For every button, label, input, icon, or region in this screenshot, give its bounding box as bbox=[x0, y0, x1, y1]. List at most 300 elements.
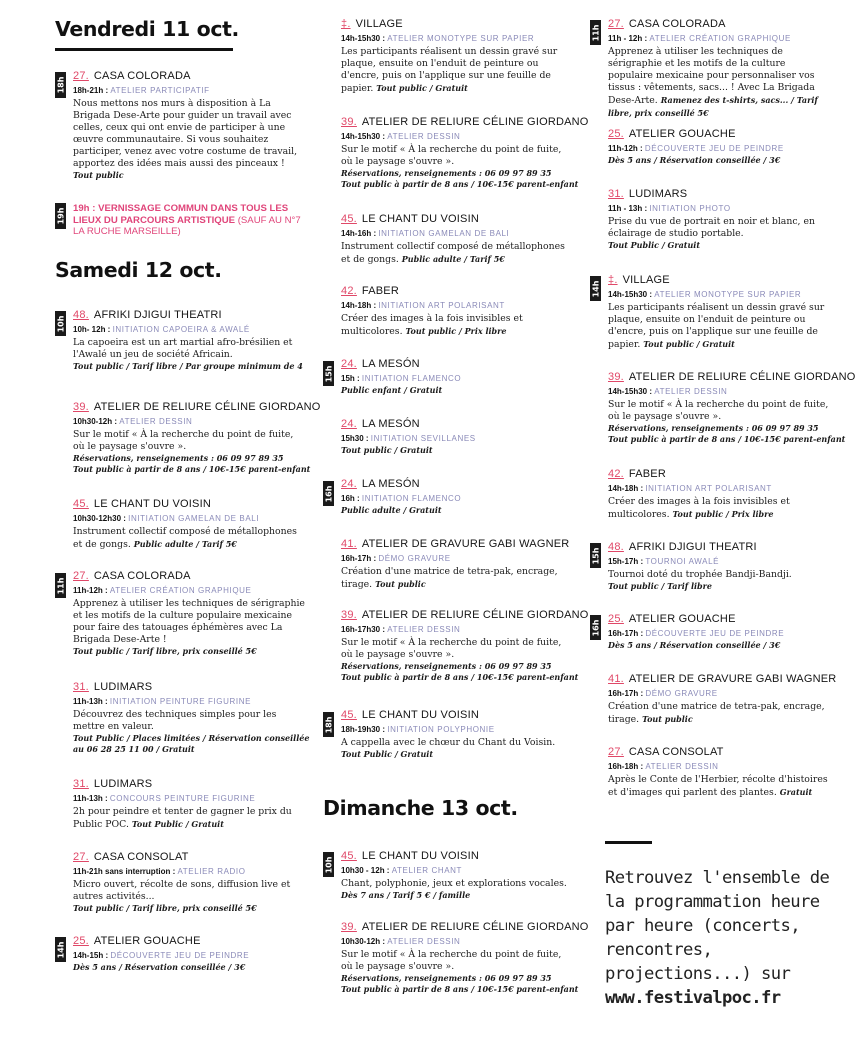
event-time: 15h-17h : bbox=[608, 557, 646, 566]
event-entry bbox=[608, 745, 832, 799]
event-entry bbox=[341, 849, 573, 901]
event-title bbox=[73, 777, 305, 791]
event-title bbox=[608, 187, 832, 201]
venue-number: 25. bbox=[608, 128, 624, 140]
event-activity: INITIATION SEVILLANES bbox=[370, 434, 476, 443]
event-schedule bbox=[73, 84, 305, 97]
event-info: Tout public à partir de 8 ans / 10€-15€ parent-enfant bbox=[608, 434, 846, 444]
event-activity: ATELIER DESSIN bbox=[645, 762, 719, 771]
event-entry bbox=[608, 187, 832, 251]
event-schedule bbox=[73, 792, 305, 805]
event-entry bbox=[341, 115, 589, 190]
event-activity: ATELIER RADIO bbox=[177, 867, 246, 876]
description-text: Sur le motif « À la recherche du point de fuite, où le paysage s'ouvre ». bbox=[73, 429, 294, 452]
event-title bbox=[341, 417, 573, 431]
venue-number: 27. bbox=[73, 570, 89, 582]
event-info-inline: Gratuit bbox=[779, 787, 813, 797]
event-title bbox=[608, 612, 832, 626]
event-activity: DÉMO GRAVURE bbox=[645, 689, 718, 698]
event-entry bbox=[341, 477, 573, 516]
event-info-inline: Tout public / Gratuit bbox=[376, 83, 468, 93]
description-text: Micro ouvert, récolte de sons, diffusion live et autres activités... bbox=[73, 879, 291, 902]
venue-number: 45. bbox=[341, 850, 357, 862]
event-schedule bbox=[608, 202, 832, 215]
event-time: 14h-18h : bbox=[608, 484, 646, 493]
venue-name: LE CHANT DU VOISIN bbox=[361, 850, 479, 862]
promo-link[interactable]: www.festivalpoc.fr bbox=[605, 988, 781, 1008]
event-entry bbox=[341, 537, 573, 591]
event-description bbox=[608, 399, 832, 423]
description-text: Sur le motif « À la recherche du point de fuite, où le paysage s'ouvre ». bbox=[608, 399, 829, 422]
venue-name: LA MESÓN bbox=[361, 418, 420, 430]
venue-number: ‡. bbox=[608, 274, 618, 286]
venue-name: ATELIER DE GRAVURE GABI WAGNER bbox=[361, 538, 570, 550]
venue-name: CASA COLORADA bbox=[93, 70, 191, 82]
event-time: 14h-18h : bbox=[341, 301, 379, 310]
description-text: Nous mettons nos murs à disposition à La Brigada Dese-Arte pour guider un travail avec celles, ceux qui ont envie de participer à une œuvre communautaire. Si vous souhaitez participer, venez avec votre costume de travail, apportez des idées mais aussi des pinceaux ! bbox=[73, 98, 298, 169]
event-title bbox=[608, 370, 856, 384]
venue-number: 31. bbox=[73, 681, 89, 693]
event-time: 10h- 12h : bbox=[73, 325, 113, 334]
event-info: Tout public bbox=[73, 170, 124, 180]
event-info: Tout public à partir de 8 ans / 10€-15€ parent-enfant bbox=[341, 984, 579, 994]
event-title bbox=[341, 212, 573, 226]
event-info-inline: Tout Public / Gratuit bbox=[131, 819, 224, 829]
promo-divider bbox=[605, 841, 652, 844]
event-title bbox=[341, 115, 589, 129]
event-info: Dès 5 ans / Réservation conseillée / 3€ bbox=[608, 155, 781, 165]
event-info: Tout Public / Places limitées / Réservation conseillée bbox=[73, 733, 310, 743]
event-info: Réservations, renseignements : 06 09 97 89 35 bbox=[341, 168, 552, 178]
event-time: 10h30-12h : bbox=[73, 417, 120, 426]
event-activity: ATELIER DESSIN bbox=[119, 417, 193, 426]
venue-name: CASA CONSOLAT bbox=[93, 851, 189, 863]
description-text: Apprenez à utiliser les techniques de sérigraphie et les motifs de la culture populaire mexicaine pour personnaliser vos tissus : vêtements, sacs... ! Avec La Brigada Dese-Arte. bbox=[608, 46, 815, 106]
venue-number: 27. bbox=[608, 18, 624, 30]
event-entry bbox=[73, 400, 321, 475]
event-title bbox=[608, 467, 832, 481]
venue-number: 39. bbox=[341, 116, 357, 128]
hour-badge: 10h bbox=[323, 852, 334, 877]
event-schedule bbox=[341, 372, 573, 385]
venue-name: CASA COLORADA bbox=[628, 18, 726, 30]
event-info: Tout public à partir de 8 ans / 10€-15€ parent-enfant bbox=[341, 672, 579, 682]
description-text: Instrument collectif composé de métallophones et de gongs. bbox=[341, 241, 565, 265]
venue-number: 45. bbox=[341, 213, 357, 225]
event-schedule bbox=[608, 760, 832, 773]
event-description bbox=[73, 598, 305, 646]
event-time: 16h-17h30 : bbox=[341, 625, 388, 634]
event-description bbox=[73, 98, 305, 170]
venue-name: ATELIER GOUACHE bbox=[628, 128, 736, 140]
event-activity: TOURNOI AWALÉ bbox=[645, 557, 720, 566]
event-title bbox=[341, 17, 573, 31]
event-schedule bbox=[608, 687, 832, 700]
event-description bbox=[73, 337, 305, 361]
event-schedule bbox=[608, 385, 832, 398]
event-description bbox=[341, 144, 573, 168]
event-info: au 06 28 25 11 00 / Gratuit bbox=[73, 744, 195, 754]
event-activity: ATELIER DESSIN bbox=[387, 625, 461, 634]
event-entry bbox=[73, 69, 305, 181]
event-schedule bbox=[73, 865, 305, 878]
venue-number: 24. bbox=[341, 418, 357, 430]
event-schedule bbox=[608, 142, 832, 155]
event-schedule bbox=[341, 299, 573, 312]
event-schedule bbox=[73, 949, 305, 962]
event-title bbox=[73, 569, 305, 583]
event-description bbox=[341, 313, 573, 338]
description-text: Sur le motif « À la recherche du point de fuite, où le paysage s'ouvre ». bbox=[341, 949, 562, 972]
event-description bbox=[608, 774, 832, 799]
event-entry bbox=[341, 284, 573, 338]
venue-number: 42. bbox=[608, 468, 624, 480]
event-title bbox=[341, 920, 589, 934]
description-text: La capoeira est un art martial afro-brésilien et l'Awalé un jeu de société Africain. bbox=[73, 337, 293, 360]
event-info-inline: Tout public bbox=[642, 714, 693, 724]
event-schedule bbox=[73, 512, 305, 525]
event-description bbox=[341, 46, 573, 95]
hour-badge: 14h bbox=[55, 937, 66, 962]
venue-name: VILLAGE bbox=[355, 18, 403, 30]
day-heading-sunday: Dimanche 13 oct. bbox=[323, 796, 518, 820]
event-activity: ATELIER DESSIN bbox=[387, 937, 461, 946]
event-entry bbox=[608, 273, 832, 351]
hour-badge: 15h bbox=[590, 543, 601, 568]
venue-number: 27. bbox=[73, 70, 89, 82]
venue-name: LUDIMARS bbox=[628, 188, 688, 200]
hour-badge: 11h bbox=[55, 573, 66, 598]
event-activity: ATELIER CHANT bbox=[391, 866, 463, 875]
event-time: 16h-17h : bbox=[608, 629, 646, 638]
venue-name: LE CHANT DU VOISIN bbox=[93, 498, 211, 510]
event-description bbox=[608, 569, 832, 581]
venue-name: ATELIER DE RELIURE CÉLINE GIORDANO bbox=[361, 609, 589, 621]
venue-number: 25. bbox=[73, 935, 89, 947]
venue-number: 39. bbox=[341, 609, 357, 621]
venue-name: AFRIKI DJIGUI THEATRI bbox=[93, 309, 222, 321]
venue-number: 27. bbox=[608, 746, 624, 758]
event-time: 18h-19h30 : bbox=[341, 725, 388, 734]
event-entry bbox=[341, 357, 573, 396]
event-info: Réservations, renseignements : 06 09 97 89 35 bbox=[73, 453, 284, 463]
event-info-inline: Public adulte / Tarif 5€ bbox=[401, 254, 505, 264]
event-time: 15h : bbox=[341, 374, 362, 383]
event-info: Réservations, renseignements : 06 09 97 89 35 bbox=[608, 423, 819, 433]
event-description bbox=[608, 46, 832, 120]
event-schedule bbox=[73, 323, 305, 336]
event-info: Tout public à partir de 8 ans / 10€-15€ parent-enfant bbox=[341, 179, 579, 189]
event-info: Tout Public / Gratuit bbox=[608, 240, 701, 250]
event-schedule bbox=[341, 552, 573, 565]
venue-number: 31. bbox=[608, 188, 624, 200]
event-title bbox=[73, 400, 321, 414]
event-info: Dès 7 ans / Tarif 5 € / famille bbox=[341, 890, 471, 900]
event-description bbox=[341, 878, 573, 890]
event-entry bbox=[73, 680, 310, 755]
hour-badge: 18h bbox=[323, 712, 334, 737]
event-description bbox=[341, 949, 573, 973]
venue-name: ATELIER DE RELIURE CÉLINE GIORDANO bbox=[361, 116, 589, 128]
event-entry bbox=[73, 934, 305, 973]
event-schedule bbox=[341, 432, 573, 445]
venue-number: 45. bbox=[341, 709, 357, 721]
day-heading-saturday: Samedi 12 oct. bbox=[55, 258, 222, 282]
event-activity: INITIATION GAMELAN DE BALI bbox=[128, 514, 260, 523]
event-time: 10h30-12h30 : bbox=[73, 514, 129, 523]
venue-name: LUDIMARS bbox=[93, 778, 153, 790]
event-time: 10h30-12h : bbox=[341, 937, 388, 946]
event-activity: INITIATION FLAMENCO bbox=[361, 374, 462, 383]
event-description bbox=[341, 637, 573, 661]
event-entry bbox=[73, 850, 305, 914]
event-info: Réservations, renseignements : 06 09 97 89 35 bbox=[341, 661, 552, 671]
event-activity: INITIATION GAMELAN DE BALI bbox=[378, 229, 510, 238]
event-info: Tout public / Tarif libre, prix conseillé 5€ bbox=[73, 646, 257, 656]
event-activity: DÉCOUVERTE JEU DE PEINDRE bbox=[644, 144, 784, 153]
event-title bbox=[608, 17, 832, 31]
event-schedule bbox=[341, 130, 573, 143]
venue-number: 41. bbox=[341, 538, 357, 550]
event-entry bbox=[73, 569, 305, 657]
venue-number: 24. bbox=[341, 478, 357, 490]
description-text: Créer des images à la fois invisibles et multicolores. bbox=[341, 313, 523, 337]
event-entry bbox=[341, 212, 573, 266]
event-title bbox=[341, 477, 573, 491]
event-time: 11h-12h : bbox=[608, 144, 645, 153]
event-title bbox=[73, 934, 305, 948]
event-info-inline: Public adulte / Tarif 5€ bbox=[133, 539, 237, 549]
event-title bbox=[341, 357, 573, 371]
event-entry bbox=[341, 417, 573, 456]
event-title bbox=[608, 540, 832, 554]
event-entry bbox=[341, 920, 589, 995]
description-text: 2h pour peindre et tenter de gagner le prix du Public POC. bbox=[73, 806, 292, 830]
event-info: Tout public / Tarif libre bbox=[608, 581, 712, 591]
event-description bbox=[73, 429, 305, 453]
description-text: Sur le motif « À la recherche du point de fuite, où le paysage s'ouvre ». bbox=[341, 144, 562, 167]
venue-name: VILLAGE bbox=[622, 274, 670, 286]
event-entry bbox=[608, 540, 832, 592]
event-description bbox=[608, 216, 832, 240]
venue-name: CASA COLORADA bbox=[93, 570, 191, 582]
event-schedule bbox=[341, 723, 573, 736]
event-schedule bbox=[73, 695, 305, 708]
event-schedule bbox=[341, 864, 573, 877]
event-time: 10h30 - 12h : bbox=[341, 866, 392, 875]
description-text: Apprenez à utiliser les techniques de sérigraphie et les motifs de la culture populaire mexicaine pour faire des tatouages éphémères avec La Brigada Dese-Arte ! bbox=[73, 598, 305, 645]
event-time: 14h-15h30 : bbox=[608, 387, 655, 396]
event-activity: ATELIER CRÉATION GRAPHIQUE bbox=[649, 34, 791, 43]
promo-block bbox=[605, 866, 830, 1010]
event-entry bbox=[608, 612, 832, 651]
event-entry bbox=[73, 777, 305, 831]
event-title bbox=[73, 850, 305, 864]
event-time: 14h-15h30 : bbox=[341, 34, 388, 43]
event-activity: INITIATION PHOTO bbox=[649, 204, 731, 213]
event-title bbox=[341, 537, 573, 551]
event-time: 11h-21h sans interruption : bbox=[73, 867, 178, 876]
event-activity: INITIATION POLYPHONIE bbox=[387, 725, 495, 734]
vernissage-notice: 19h : VERNISSAGE COMMUN DANS TOUS LES LIEUX DU PARCOURS ARTISTIQUE (SAUF AU N°7 LA RUCHE MARSEILLE) bbox=[73, 203, 301, 237]
description-text: Sur le motif « À la recherche du point de fuite, où le paysage s'ouvre ». bbox=[341, 637, 562, 660]
event-info: Tout public / Gratuit bbox=[341, 445, 433, 455]
hour-badge: 16h bbox=[323, 481, 334, 506]
event-time: 14h-15h : bbox=[73, 951, 111, 960]
event-info: Dès 5 ans / Réservation conseillée / 3€ bbox=[73, 962, 246, 972]
event-time: 14h-15h30 : bbox=[608, 290, 655, 299]
venue-number: ‡. bbox=[341, 18, 351, 30]
event-time: 16h : bbox=[341, 494, 362, 503]
event-title bbox=[608, 745, 832, 759]
event-description bbox=[73, 526, 305, 551]
hour-badge: 19h bbox=[55, 203, 66, 229]
event-activity: CONCOURS PEINTURE FIGURINE bbox=[109, 794, 256, 803]
event-title bbox=[341, 608, 589, 622]
event-title bbox=[608, 127, 832, 141]
event-activity: ATELIER MONOTYPE SUR PAPIER bbox=[387, 34, 535, 43]
event-schedule bbox=[73, 584, 305, 597]
venue-number: 42. bbox=[341, 285, 357, 297]
venue-name: LUDIMARS bbox=[93, 681, 153, 693]
event-schedule bbox=[341, 623, 573, 636]
venue-name: ATELIER GOUACHE bbox=[628, 613, 736, 625]
event-time: 18h-21h : bbox=[73, 86, 111, 95]
hour-badge: 11h bbox=[590, 20, 601, 45]
description-text: Découvrez des techniques simples pour les mettre en valeur. bbox=[73, 709, 277, 732]
description-text: Prise du vue de portrait en noir et blanc, en éclairage de studio portable. bbox=[608, 216, 815, 239]
hour-badge: 16h bbox=[590, 615, 601, 640]
event-title bbox=[341, 849, 573, 863]
event-activity: DÉCOUVERTE JEU DE PEINDRE bbox=[110, 951, 250, 960]
event-activity: INITIATION PEINTURE FIGURINE bbox=[109, 697, 252, 706]
event-title bbox=[341, 284, 573, 298]
venue-number: 31. bbox=[73, 778, 89, 790]
description-text: Création d'une matrice de tetra-pak, encrage, tirage. bbox=[341, 566, 558, 590]
event-title bbox=[73, 497, 305, 511]
event-activity: ATELIER CRÉATION GRAPHIQUE bbox=[109, 586, 252, 595]
event-info-inline: Tout public bbox=[375, 579, 426, 589]
event-entry bbox=[608, 370, 856, 445]
event-entry bbox=[73, 497, 305, 551]
event-schedule bbox=[608, 32, 832, 45]
hour-badge: 18h bbox=[55, 72, 66, 98]
venue-number: 45. bbox=[73, 498, 89, 510]
event-description bbox=[341, 241, 573, 266]
venue-name: ATELIER GOUACHE bbox=[93, 935, 201, 947]
event-activity: DÉCOUVERTE JEU DE PEINDRE bbox=[645, 629, 785, 638]
description-text: Chant, polyphonie, jeux et explorations vocales. bbox=[341, 878, 567, 889]
event-description bbox=[341, 566, 573, 591]
event-entry bbox=[341, 708, 573, 760]
venue-name: LA MESÓN bbox=[361, 358, 420, 370]
event-info: Réservations, renseignements : 06 09 97 89 35 bbox=[341, 973, 552, 983]
event-title bbox=[608, 273, 832, 287]
event-time: 16h-17h : bbox=[341, 554, 379, 563]
event-schedule bbox=[341, 32, 573, 45]
event-title bbox=[608, 672, 837, 686]
event-info-inline: Tout public / Prix libre bbox=[405, 326, 507, 336]
venue-name: LA MESÓN bbox=[361, 478, 420, 490]
event-schedule bbox=[341, 492, 573, 505]
event-schedule bbox=[73, 415, 305, 428]
event-info: Tout public à partir de 8 ans / 10€-15€ parent-enfant bbox=[73, 464, 311, 474]
event-title bbox=[73, 680, 305, 694]
venue-number: 39. bbox=[73, 401, 89, 413]
venue-number: 25. bbox=[608, 613, 624, 625]
event-info: Public enfant / Gratuit bbox=[341, 385, 443, 395]
event-activity: INITIATION FLAMENCO bbox=[361, 494, 462, 503]
event-info: Tout public / Tarif libre, prix conseillé 5€ bbox=[73, 903, 257, 913]
venue-number: 39. bbox=[608, 371, 624, 383]
event-info-inline: Ramenez des t-shirts, sacs... / Tarif libre, prix conseillé 5€ bbox=[608, 95, 818, 118]
event-description bbox=[73, 709, 305, 733]
event-entry bbox=[608, 672, 837, 726]
event-activity: ATELIER DESSIN bbox=[654, 387, 728, 396]
event-time: 14h-15h30 : bbox=[341, 132, 388, 141]
venue-name: ATELIER DE RELIURE CÉLINE GIORDANO bbox=[628, 371, 856, 383]
event-entry bbox=[608, 17, 832, 120]
event-info: Tout public / Tarif libre / Par groupe minimum de 4 bbox=[73, 361, 303, 371]
venue-number: 24. bbox=[341, 358, 357, 370]
day-heading-friday: Vendredi 11 oct. bbox=[55, 17, 239, 41]
event-time: 11h-13h : bbox=[73, 794, 110, 803]
day-divider bbox=[55, 48, 233, 51]
event-time: 11h-13h : bbox=[73, 697, 110, 706]
event-schedule bbox=[608, 555, 832, 568]
description-text: Créer des images à la fois invisibles et multicolores. bbox=[608, 496, 790, 520]
hour-badge: 10h bbox=[55, 311, 66, 336]
venue-name: FABER bbox=[361, 285, 399, 297]
description-text: Les participants réalisent un dessin gravé sur plaque, ensuite on l'enduit de peinture ou d'encre, puis on l'applique sur une feuille de papier. bbox=[608, 302, 825, 350]
event-info: Public adulte / Gratuit bbox=[341, 505, 442, 515]
event-time: 15h30 : bbox=[341, 434, 371, 443]
event-entry bbox=[341, 17, 573, 95]
promo-text: Retrouvez l'ensemble de la programmation heure par heure (concerts, rencontres, projections...) sur bbox=[605, 868, 830, 984]
event-entry bbox=[608, 467, 832, 521]
hour-badge: 15h bbox=[323, 361, 334, 386]
event-schedule bbox=[341, 227, 573, 240]
venue-number: 39. bbox=[341, 921, 357, 933]
event-activity: INITIATION ART POLARISANT bbox=[645, 484, 772, 493]
event-schedule bbox=[341, 935, 573, 948]
event-time: 11h - 12h : bbox=[608, 34, 650, 43]
event-description bbox=[608, 496, 832, 521]
event-title bbox=[73, 69, 305, 83]
venue-name: AFRIKI DJIGUI THEATRI bbox=[628, 541, 757, 553]
venue-name: ATELIER DE RELIURE CÉLINE GIORDANO bbox=[361, 921, 589, 933]
venue-name: LE CHANT DU VOISIN bbox=[361, 709, 479, 721]
event-activity: DÉMO GRAVURE bbox=[378, 554, 451, 563]
venue-number: 48. bbox=[608, 541, 624, 553]
event-info: Tout Public / Gratuit bbox=[341, 749, 434, 759]
event-info-inline: Tout public / Prix libre bbox=[672, 509, 774, 519]
venue-number: 41. bbox=[608, 673, 624, 685]
event-schedule bbox=[608, 482, 832, 495]
event-activity: INITIATION CAPOEIRA & AWALÉ bbox=[112, 325, 250, 334]
event-description bbox=[73, 879, 305, 903]
event-time: 11h - 13h : bbox=[608, 204, 650, 213]
description-text: Les participants réalisent un dessin gravé sur plaque, ensuite on l'enduit de peinture ou d'encre, puis on l'applique sur une feuille de papier. bbox=[341, 46, 558, 94]
event-description bbox=[341, 737, 573, 749]
description-text: Instrument collectif composé de métallophones et de gongs. bbox=[73, 526, 297, 550]
event-time: 11h-12h : bbox=[73, 586, 110, 595]
venue-name: ATELIER DE RELIURE CÉLINE GIORDANO bbox=[93, 401, 321, 413]
venue-number: 48. bbox=[73, 309, 89, 321]
description-text: A cappella avec le chœur du Chant du Voisin. bbox=[341, 737, 556, 748]
event-schedule bbox=[608, 288, 832, 301]
hour-badge: 14h bbox=[590, 276, 601, 301]
